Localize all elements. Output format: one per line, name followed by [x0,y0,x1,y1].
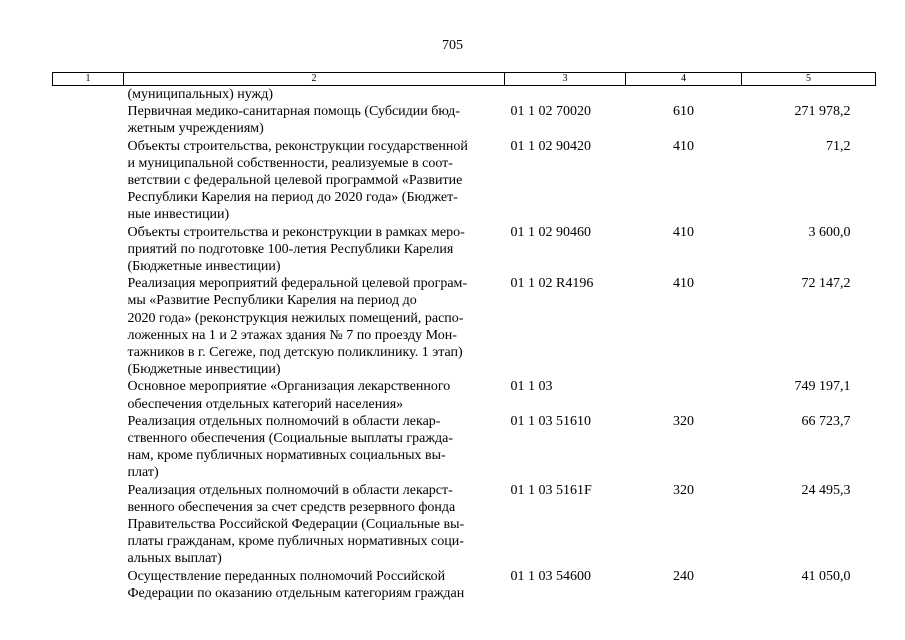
description-line: венного обеспечения за счет средств резервного фонда [127,499,456,515]
row-expense-type: 610 [673,104,694,120]
table-row [53,138,876,224]
row-code: 01 1 02 70020 [510,104,591,120]
row-expense-type: 410 [673,138,694,154]
page-number: 705 [442,38,463,53]
table-header [53,73,876,86]
row-code: 01 1 03 51610 [510,413,591,429]
description-line: (муниципальных) нужд) [127,87,274,102]
column-header-3: 3 [505,73,626,86]
row-blank-cell [53,86,124,104]
row-blank-cell [53,482,124,568]
row-expense-type [626,86,742,104]
table-row [53,103,876,137]
description-line: платы гражданам, кроме публичных нормативных соци- [127,534,464,550]
row-blank-cell [53,413,124,482]
description-line: (Бюджетные инвестиции) [127,259,281,275]
description-line: и муниципальной собственности, реализуемые в соот- [127,155,453,171]
budget-table [52,72,876,602]
column-number-row [53,73,876,86]
row-code: 01 1 02 90460 [510,224,591,240]
row-code: 01 1 03 54600 [510,568,591,584]
row-expense-type: 320 [673,413,694,429]
row-description [124,378,505,412]
row-amount: 3 600,0 [808,224,851,240]
row-expense-type: 410 [673,276,694,292]
table-row [53,568,876,602]
description-line: тажников в г. Сегеже, под детскую поликлинику. 1 этап) [127,345,463,361]
description-line: Объекты строительства и реконструкции в рамках меро- [127,224,465,240]
row-expense-type: 410 [673,224,694,240]
description-line: альных выплат) [127,551,222,567]
description-line: жетным учреждениям) [127,121,264,137]
description-line: Реализация отдельных полномочий в области лекарст- [127,482,453,498]
table-body [53,86,876,603]
description-line: обеспечения отдельных категорий населения» [127,396,404,412]
description-line: Федерации по оказанию отдельным категориям граждан [127,585,465,601]
row-blank-cell [53,378,124,412]
row-description [124,275,505,378]
description-line: ветствии с федеральной целевой программой «Развитие [127,173,463,189]
row-blank-cell [53,568,124,602]
row-amount [742,86,876,104]
row-amount: 24 495,3 [801,482,851,498]
description-line: Правительства Российской Федерации (Социальные вы- [127,517,465,533]
row-blank-cell [53,138,124,224]
row-amount: 71,2 [826,138,851,154]
row-code: 01 1 03 [510,379,553,395]
column-header-1: 1 [53,73,124,86]
table-row [53,482,876,568]
row-description [124,482,505,568]
description-line: 2020 года» (реконструкция нежилых помещений, распо- [127,310,464,326]
description-line: ложенных на 1 и 2 этажах здания № 7 по проезду Мон- [127,327,457,343]
row-description [124,413,505,482]
column-header-5: 5 [742,73,876,86]
description-line: Реализация отдельных полномочий в области лекар- [127,413,441,429]
row-amount: 66 723,7 [801,413,851,429]
row-description [124,224,505,276]
description-line: (Бюджетные инвестиции) [127,362,281,378]
description-line: Первичная медико-санитарная помощь (Субсидии бюд- [127,104,460,120]
description-line: ные инвестиции) [127,207,230,223]
row-amount: 749 197,1 [794,379,851,395]
description-line: плат) [127,465,159,481]
row-description [124,103,505,137]
row-code [505,86,626,104]
row-amount: 41 050,0 [801,568,851,584]
row-blank-cell [53,103,124,137]
column-header-2: 2 [124,73,505,86]
table-row [53,224,876,276]
table-row [53,413,876,482]
row-description [124,568,505,602]
row-amount: 271 978,2 [794,104,851,120]
description-line: Основное мероприятие «Организация лекарственного [127,379,451,395]
description-line: Объекты строительства, реконструкции государственной [127,138,468,154]
column-header-4: 4 [626,73,742,86]
row-expense-type [626,378,742,412]
row-blank-cell [53,275,124,378]
row-code: 01 1 02 90420 [510,138,591,154]
row-expense-type: 320 [673,482,694,498]
table-row [53,275,876,378]
row-blank-cell [53,224,124,276]
row-amount: 72 147,2 [801,276,851,292]
row-code: 01 1 03 5161F [510,482,592,498]
description-line: Республики Карелия на период до 2020 года» (Бюджет- [127,190,458,206]
row-description [124,86,505,104]
table-row [53,86,876,104]
description-line: Осуществление переданных полномочий Российской [127,568,446,584]
description-line: нам, кроме публичных нормативных социальных вы- [127,448,446,464]
table-row [53,378,876,412]
description-line: мы «Развитие Республики Карелия на период до [127,293,417,309]
row-code: 01 1 02 R4196 [510,276,594,292]
description-line: приятий по подготовке 100-летия Республики Карелия [127,241,454,257]
row-expense-type: 240 [673,568,694,584]
description-line: ственного обеспечения (Социальные выплаты гражда- [127,431,454,447]
description-line: Реализация мероприятий федеральной целевой програм- [127,276,468,292]
row-description [124,138,505,224]
